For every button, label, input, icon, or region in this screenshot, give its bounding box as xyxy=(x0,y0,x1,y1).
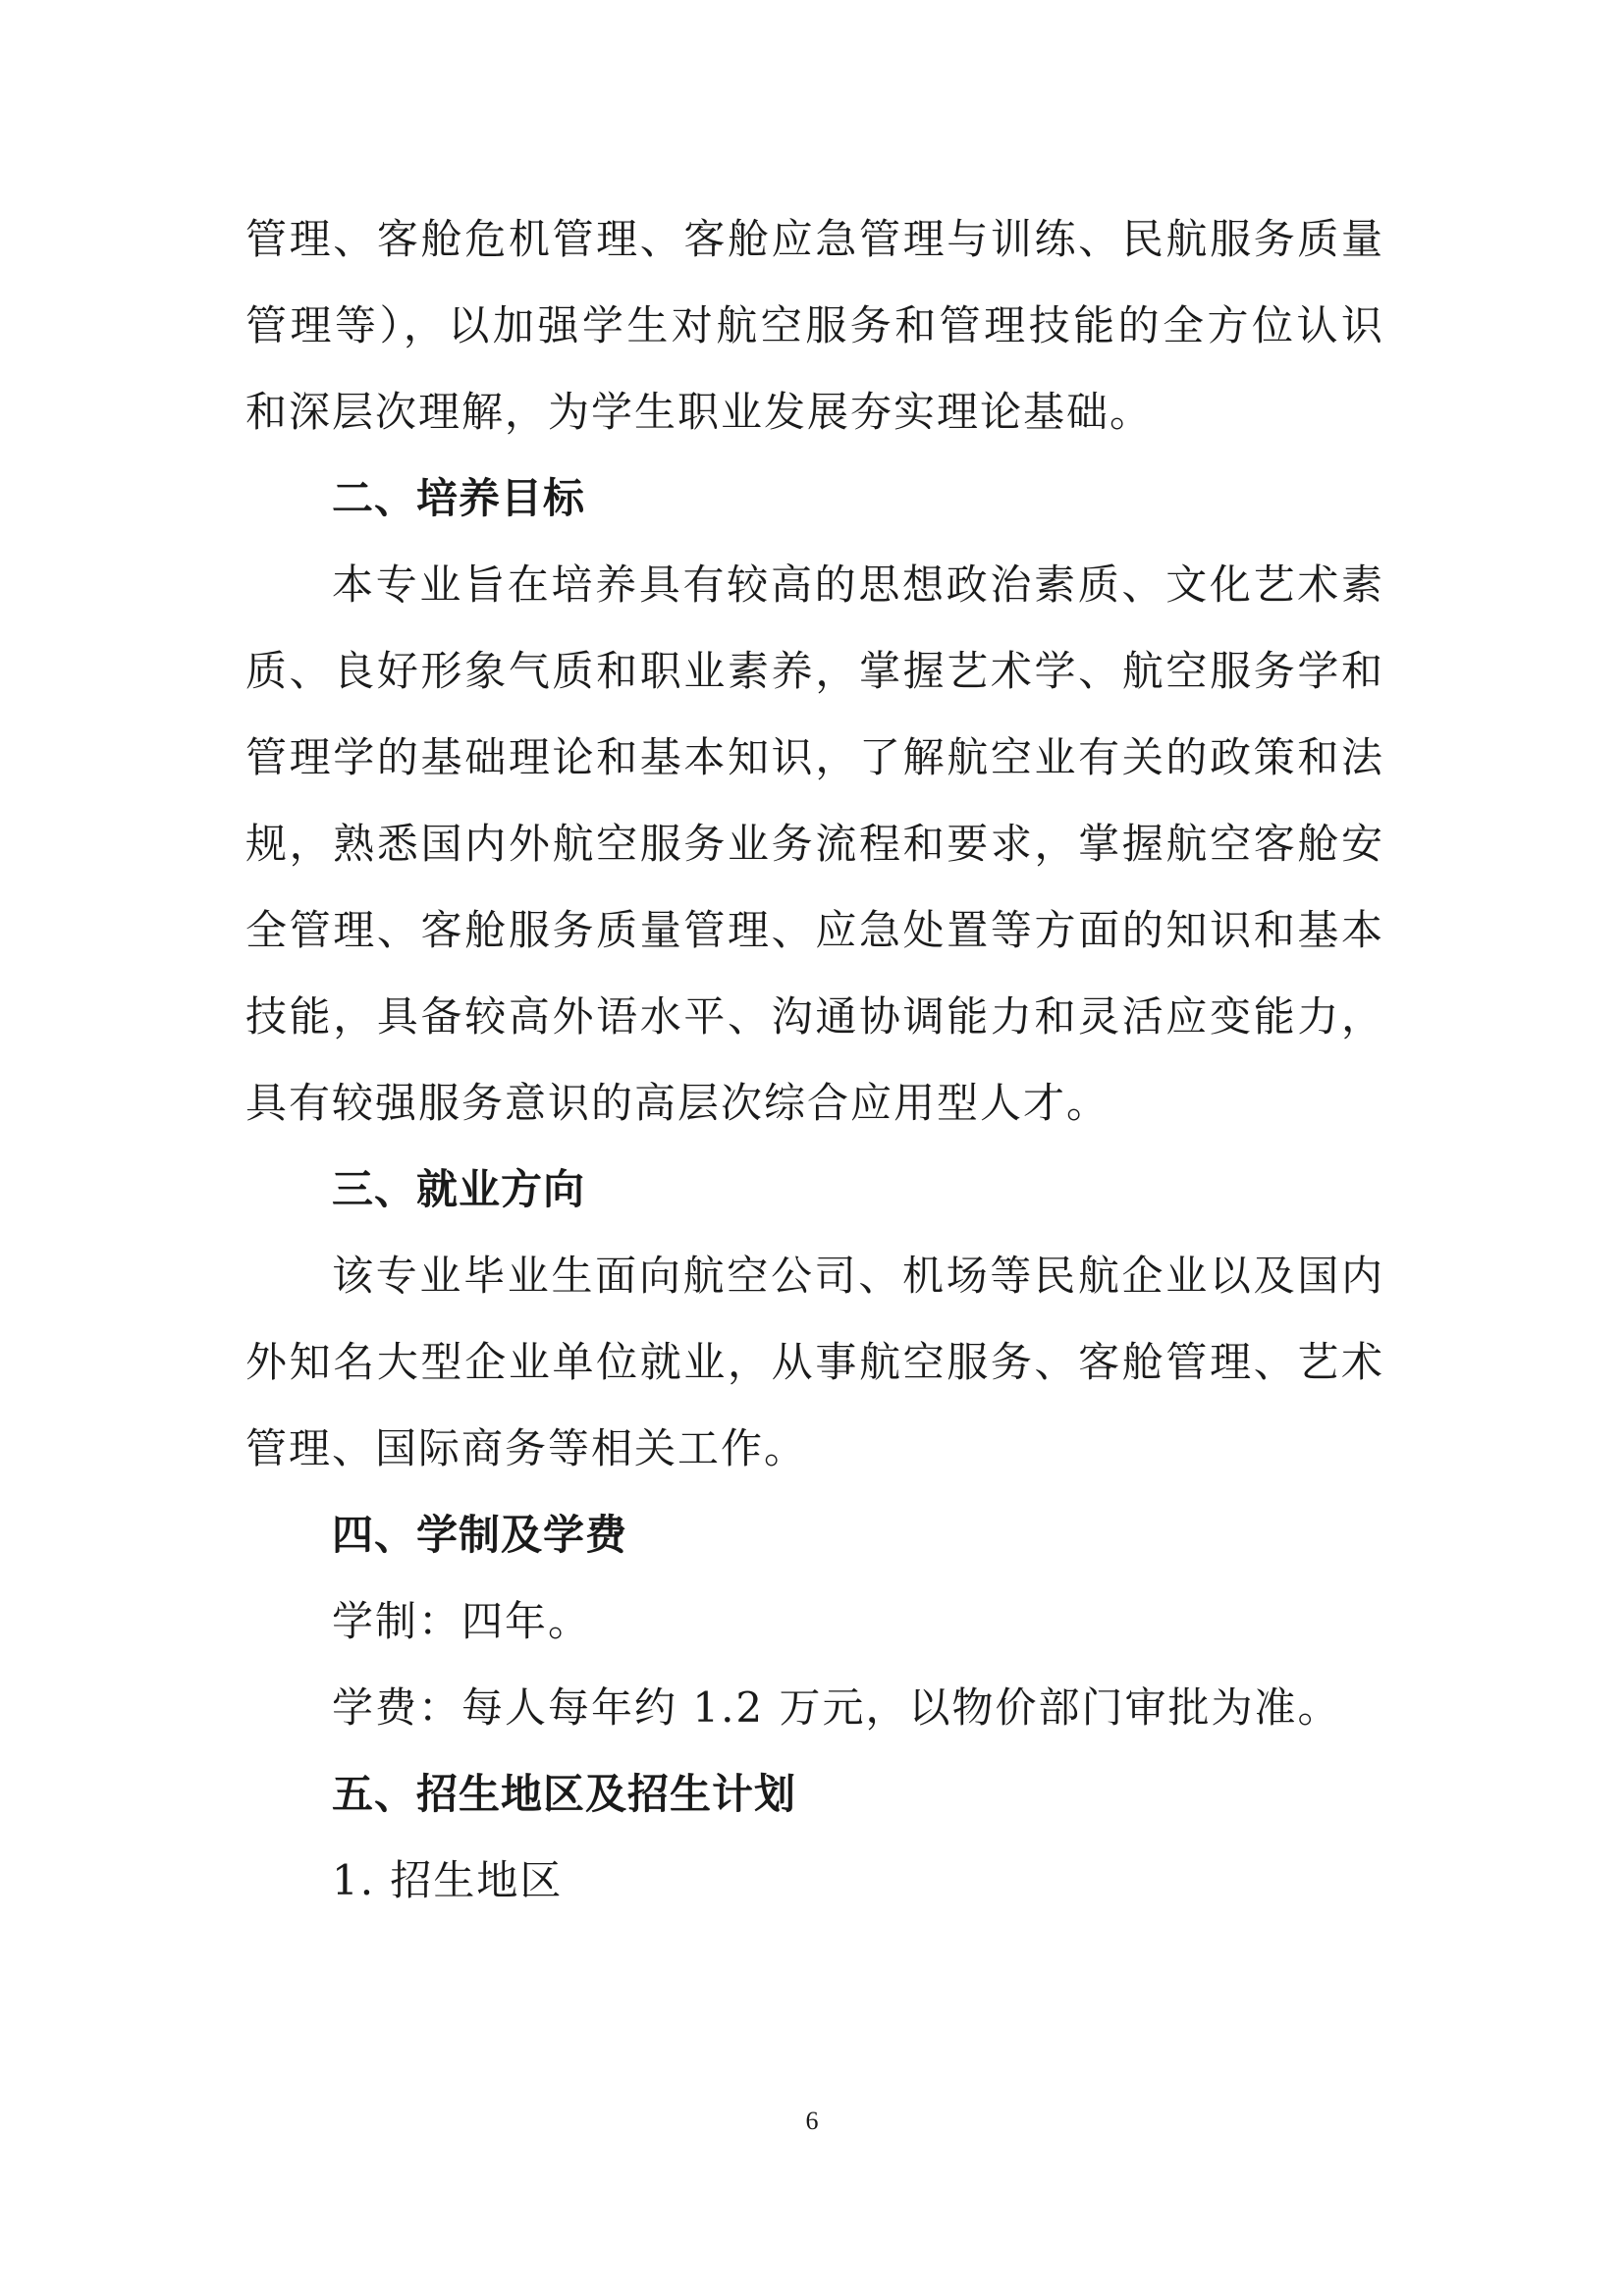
tuition-text: 学费：每人每年约 1.2 万元，以物价部门审批为准。 xyxy=(332,1683,1341,1732)
intro-line-2: 管理等），以加强学生对航空服务和管理技能的全方位认识 xyxy=(245,301,1384,349)
page-number: 6 xyxy=(805,2107,819,2135)
section-heading-enrollment: 五、招生地区及招生计划 xyxy=(332,1770,797,1818)
section2-line-2: 质、良好形象气质和职业素养，掌握艺术学、航空服务学和 xyxy=(245,647,1384,695)
intro-line-3: 和深层次理解，为学生职业发展夯实理论基础。 xyxy=(245,388,1154,436)
section3-line-1: 该专业毕业生面向航空公司、机场等民航企业以及国内 xyxy=(332,1252,1384,1300)
section2-line-1: 本专业旨在培养具有较高的思想政治素质、文化艺术素 xyxy=(332,561,1384,609)
section2-line-3: 管理学的基础理论和基本知识，了解航空业有关的政策和法 xyxy=(245,733,1384,781)
section2-line-4: 规，熟悉国内外航空服务业务流程和要求，掌握航空客舱安 xyxy=(245,820,1384,868)
section2-line-5: 全管理、客舱服务质量管理、应急处置等方面的知识和基本 xyxy=(245,906,1384,954)
section2-line-6: 技能，具备较高外语水平、沟通协调能力和灵活应变能力， xyxy=(245,992,1384,1041)
section2-line-7: 具有较强服务意识的高层次综合应用型人才。 xyxy=(245,1079,1110,1127)
section-heading-employment: 三、就业方向 xyxy=(332,1165,586,1213)
section3-line-3: 管理、国际商务等相关工作。 xyxy=(245,1424,808,1472)
intro-line-1: 管理、客舱危机管理、客舱应急管理与训练、民航服务质量 xyxy=(245,215,1384,263)
duration-text: 学制：四年。 xyxy=(332,1597,592,1645)
section-heading-training-goals: 二、培养目标 xyxy=(332,474,586,522)
section-heading-duration-tuition: 四、学制及学费 xyxy=(332,1511,628,1559)
section3-line-2: 外知名大型企业单位就业，从事航空服务、客舱管理、艺术 xyxy=(245,1338,1384,1386)
subheading-enrollment-regions: 1. 招生地区 xyxy=(332,1856,564,1904)
